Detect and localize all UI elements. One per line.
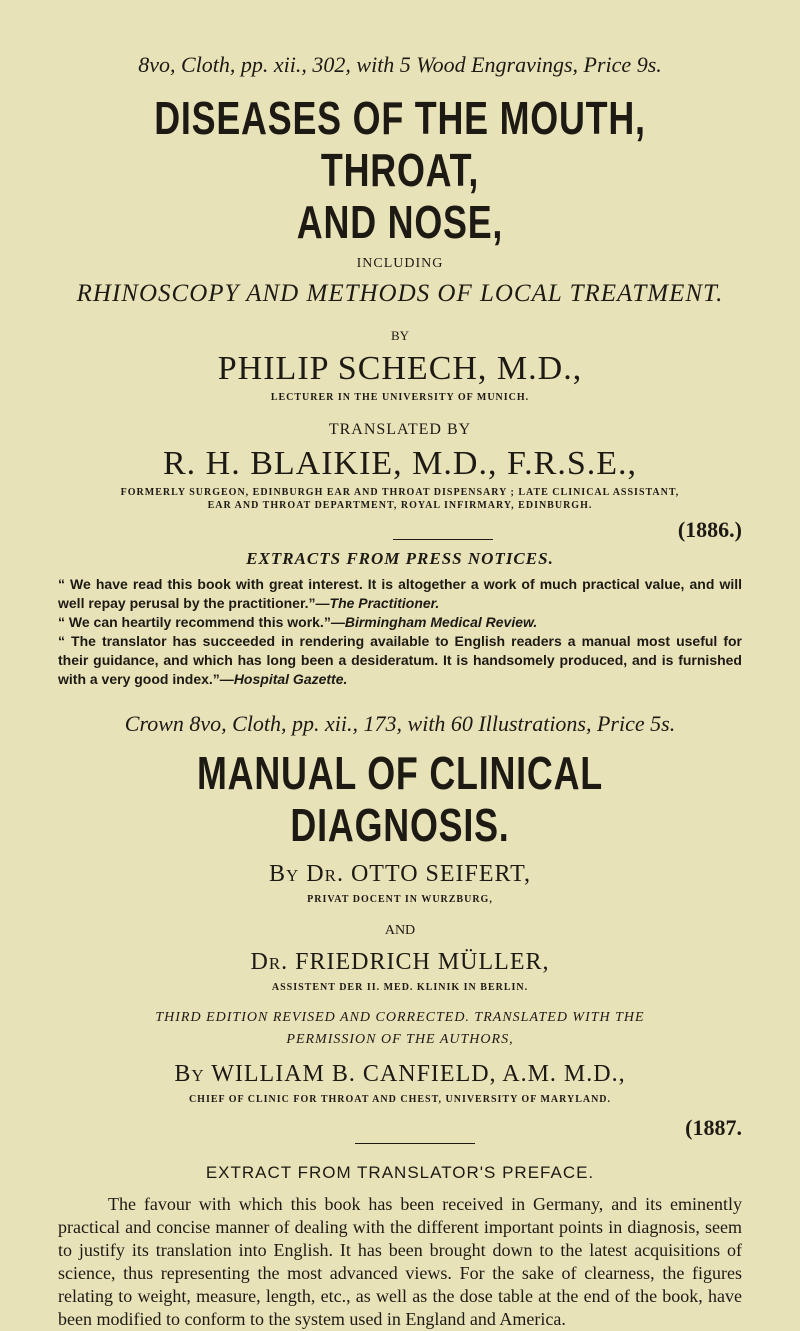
press-notice: [58, 613, 742, 632]
book1-title-line2: AND NOSE,: [296, 196, 504, 248]
extracts-heading: EXTRACTS FROM PRESS NOTICES.: [246, 549, 554, 568]
book1-including: INCLUDING: [356, 256, 444, 271]
book2-author2-credential: ASSISTENT DER II. MED. KLINIK IN BERLIN.: [271, 982, 529, 993]
book1-translator-credential-2: EAR AND THROAT DEPARTMENT, ROYAL INFIRMARY, EDINBURGH.: [207, 500, 593, 511]
press-notice-text: “ We can heartily recommend this work.”—: [58, 614, 345, 630]
book1-subtitle: RHINOSCOPY AND METHODS OF LOCAL TREATMENT.: [76, 280, 724, 307]
book1-translated-by: TRANSLATED BY: [328, 421, 472, 438]
book2-year-row: [58, 1111, 742, 1145]
press-notice: [58, 632, 742, 689]
book2-translator-credential: CHIEF OF CLINIC FOR THROAT AND CHEST, UNIVERSITY OF MARYLAND.: [188, 1094, 612, 1105]
book2-author2: Dr. FRIEDRICH MÜLLER,: [250, 949, 550, 975]
press-notice: [58, 575, 742, 613]
book2-author1: By Dr. OTTO SEIFERT,: [269, 861, 531, 887]
book1-translator: R. H. BLAIKIE, M.D., F.R.S.E.,: [162, 445, 638, 482]
book2-header: Crown 8vo, Cloth, pp. xii., 173, with 60 Illustrations, Price 5s.: [124, 711, 676, 736]
book1-year-row: [58, 513, 742, 543]
press-notice-text: “ The translator has succeeded in rendering available to English readers a manual most useful for their guidance, and which has long been a desideratum. It is handsomely produced, and is furnished with a very good index.”—: [58, 633, 742, 687]
book1-author-credential: LECTURER IN THE UNIVERSITY OF MUNICH.: [270, 392, 530, 403]
book2-edition: [58, 1007, 742, 1051]
press-notice-source: Hospital Gazette.: [233, 671, 348, 687]
book1-by: BY: [390, 328, 410, 343]
book2-title: MANUAL OF CLINICAL DIAGNOSIS.: [196, 747, 604, 851]
press-notice-source: Birmingham Medical Review.: [344, 614, 538, 630]
press-notice-text: “ We have read this book with great interest. It is altogether a work of much practical value, and will well repay perusal by the practitioner.”—: [58, 576, 742, 611]
press-notice-source: The Practitioner.: [329, 595, 440, 611]
book1-author: PHILIP SCHECH, M.D.,: [217, 350, 583, 387]
book2-edition-line1: THIRD EDITION REVISED AND CORRECTED. TRANSLATED WITH THE: [155, 1010, 645, 1025]
book2-and: AND: [384, 923, 416, 938]
book1-header: 8vo, Cloth, pp. xii., 302, with 5 Wood Engravings, Price 9s.: [138, 52, 662, 77]
book2-translator: By WILLIAM B. CANFIELD, A.M. M.D.,: [174, 1061, 626, 1087]
divider: [393, 539, 493, 540]
preface-text: The favour with which this book has been received in Germany, and its eminently practical and concise manner of dealing with the different important points in diagnosis, seem to justify its translation into English. It has been brought down to the latest acquisitions of science, thus representing the most advanced views. For the sake of clearness, the figures relating to weight, measure, length, etc., as well as the dose table at the end of the book, have been modified to conform to the system used in England and America.: [58, 1194, 742, 1329]
book2-edition-line2: PERMISSION OF THE AUTHORS,: [286, 1032, 514, 1047]
divider: [355, 1143, 475, 1144]
book2-author1-credential: PRIVAT DOCENT IN WURZBURG,: [307, 894, 493, 905]
preface-heading: EXTRACT FROM TRANSLATOR'S PREFACE.: [205, 1163, 595, 1182]
book2-section: [58, 711, 742, 1331]
book1-section: [58, 52, 742, 689]
book1-year: (1886.): [677, 517, 742, 542]
book1-translator-credential-1: FORMERLY SURGEON, EDINBURGH EAR AND THROAT DISPENSARY ; LATE CLINICAL ASSISTANT,: [120, 487, 680, 498]
book2-year: (1887.: [685, 1115, 742, 1140]
book1-title-line1: DISEASES OF THE MOUTH, THROAT,: [154, 92, 646, 196]
